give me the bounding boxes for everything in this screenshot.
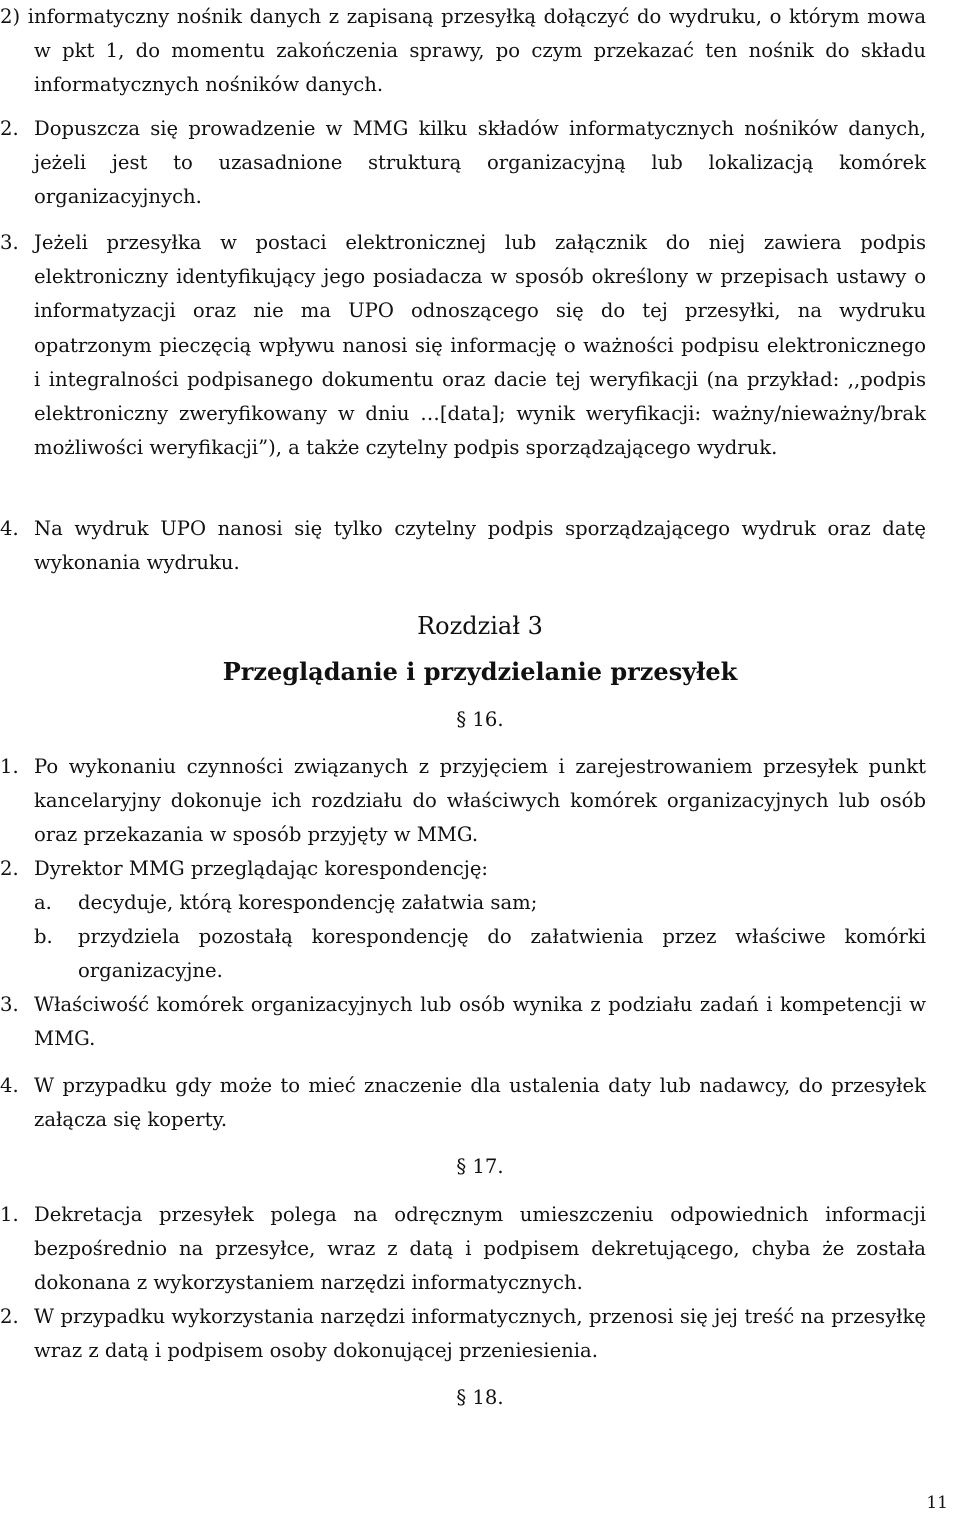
page-number: 11 [926,1493,948,1513]
item-number: 2. [0,857,19,880]
item-number: 4. [0,517,19,540]
list-item [0,226,926,465]
list-item [0,1300,926,1368]
sub-item-text: decyduje, którą korespondencję załatwia sam; [78,891,538,914]
item-text: Po wykonaniu czynności związanych z przyjęciem i zarejestrowaniem przesyłek punkt kancelaryjny dokonuje ich rozdziału do właściwych komórek organizacyjnych lub osób oraz przekazania w sposób przyjęty w MMG. [34,755,926,847]
item-text: Dyrektor MMG przeglądając korespondencję: [34,857,489,880]
item-number: 1. [0,755,19,778]
list-item [0,1069,926,1137]
item-text: Dopuszcza się prowadzenie w MMG kilku składów informatycznych nośników danych, jeżeli jest to uzasadnione strukturą organizacyjną lub lokalizacją komórek organizacyjnych. [34,117,926,209]
item-text: Na wydruk UPO nanosi się tylko czytelny podpis sporządzającego wydruk oraz datę wykonania wydruku. [34,517,926,575]
list-item [0,112,926,215]
item-text: W przypadku wykorzystania narzędzi informatycznych, przenosi się jej treść na przesyłkę wraz z datą i podpisem osoby dokonującej przeniesienia. [34,1305,926,1363]
item-text: Jeżeli przesyłka w postaci elektronicznej lub załącznik do niej zawiera podpis elektroniczny identyfikujący jego posiadacza w sposób określony w przepisach ustawy o informatyzacji oraz nie ma UPO odnoszącego się do tej przesyłki, na wydruku opatrzonym pieczęcią wpływu nanosi się informację o ważności podpisu elektronicznego i integralności podpisanego dokumentu oraz dacie tej weryfikacji (na przykład: ,,podpis elektroniczny zweryfikowany w dniu …[data]; wynik weryfikacji: ważny/nieważny/brak możliwości weryfikacji”), a także czytelny podpis sporządzającego wydruk. [34,231,926,460]
item-text: Właściwość komórek organizacyjnych lub osób wynika z podziału zadań i kompetencji w MMG. [34,993,926,1051]
section-mark-17: § 17. [456,1155,504,1178]
section-mark-16: § 16. [456,708,504,731]
item-number: 4. [0,1074,19,1097]
sub-item-text: przydziela pozostałą korespondencję do załatwienia przez właściwe komórki organizacyjne. [78,925,926,983]
sub-item-letter: b. [34,925,53,948]
list-item [0,512,926,580]
item-text: Dekretacja przesyłek polega na odręcznym umieszczeniu odpowiednich informacji bezpośrednio na przesyłce, wraz z datą i podpisem dekretującego, chyba że została dokonana z wykorzystaniem narzędzi informatycznych. [34,1203,926,1295]
section-mark-18: § 18. [456,1386,504,1409]
item-number: 1. [0,1203,19,1226]
list-item [0,750,926,853]
chapter-subtitle: Przeglądanie i przydzielanie przesyłek [222,657,738,686]
sub-item-letter: a. [34,891,52,914]
chapter-title: Rozdział 3 [417,612,543,640]
item-number: 3. [0,231,19,254]
paragraph-text: 2) informatyczny nośnik danych z zapisaną przesyłką dołączyć do wydruku, o którym mowa w pkt 1, do momentu zakończenia sprawy, po czym przekazać ten nośnik do składu informatycznych nośników danych. [0,5,926,97]
item-number: 3. [0,993,19,1016]
list-item [0,988,926,1056]
sub-list-item [34,886,926,920]
item-text: W przypadku gdy może to mieć znaczenie dla ustalenia daty lub nadawcy, do przesyłek załącza się koperty. [34,1074,926,1132]
list-item [0,1198,926,1301]
paragraph-item-2-closure [0,0,926,103]
list-item [0,852,926,886]
sub-list-item [34,920,926,988]
item-number: 2. [0,1305,19,1328]
item-number: 2. [0,117,19,140]
